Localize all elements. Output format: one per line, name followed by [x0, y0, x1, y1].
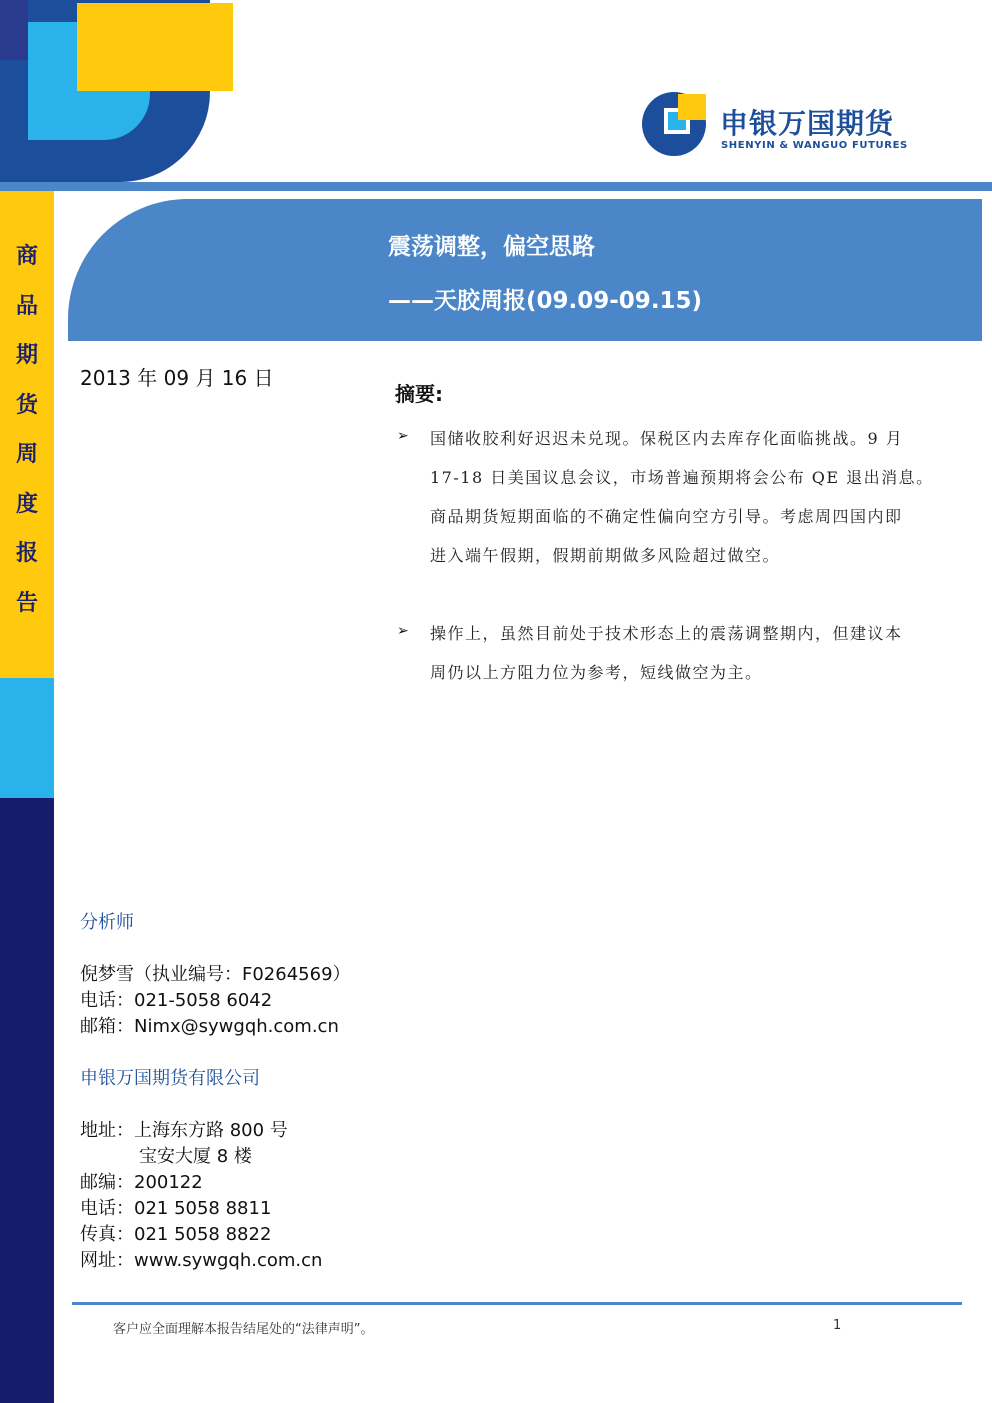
analyst-label: 分析师 [80, 912, 134, 933]
summary-line: 17-18 日美国议息会议，市场普遍预期将会公布 QE 退出消息。 [430, 468, 934, 487]
sidebar-navy-band [0, 798, 54, 1403]
logo-name-en: SHENYIN & WANGUO FUTURES [721, 140, 908, 151]
footer-rule [72, 1302, 962, 1305]
sidebar-yellow-band [0, 191, 54, 678]
sidebar-char: 告 [15, 591, 38, 616]
company-logo [640, 88, 920, 160]
summary-line: 操作上，虽然目前处于技术形态上的震荡调整期内，但建议本 [430, 624, 903, 643]
company-address: 地址：上海东方路 800 号 [80, 1120, 288, 1141]
logo-name-cn: 申银万国期货 [720, 107, 895, 140]
summary-line: 进入端午假期，假期前期做多风险超过做空。 [430, 546, 781, 565]
summary-heading: 摘要: [395, 382, 443, 406]
company-address-building: 宝安大厦 8 楼 [139, 1146, 252, 1167]
sidebar-char: 报 [15, 541, 38, 566]
company-website: 网址：www.sywgqh.com.cn [80, 1250, 323, 1271]
analyst-phone: 电话：021-5058 6042 [80, 990, 273, 1011]
company-fax: 传真：021 5058 8822 [80, 1224, 272, 1245]
sidebar-char: 度 [15, 492, 38, 517]
report-date: 2013 年 09 月 16 日 [80, 366, 274, 390]
header-decoration-yellow [77, 3, 233, 91]
sidebar-char: 货 [15, 393, 38, 418]
report-subtitle: ——天胶周报(09.09-09.15) [388, 288, 703, 314]
title-banner [68, 199, 982, 341]
company-phone: 电话：021 5058 8811 [80, 1198, 272, 1219]
sidebar-char: 期 [15, 343, 38, 368]
arrow-bullet-icon: ➢ [397, 428, 409, 444]
report-title: 震荡调整，偏空思路 [388, 234, 595, 260]
summary-line: 周仍以上方阻力位为参考，短线做空为主。 [430, 663, 763, 682]
summary-line: 国储收胶利好迟迟未兑现。保税区内去库存化面临挑战。9 月 [430, 429, 904, 448]
arrow-bullet-icon: ➢ [397, 623, 409, 639]
header-decoration-navy [0, 0, 28, 60]
footer-disclaimer: 客户应全面理解本报告结尾处的“法律声明”。 [113, 1322, 374, 1337]
page-number: 1 [833, 1318, 842, 1333]
logo-emblem-icon [640, 88, 712, 160]
sidebar-cyan-band [0, 678, 54, 798]
sidebar-char: 周 [15, 442, 38, 467]
header-rule [0, 182, 992, 191]
company-name: 申银万国期货有限公司 [80, 1068, 260, 1089]
summary-line: 商品期货短期面临的不确定性偏向空方引导。考虑周四国内即 [430, 507, 903, 526]
analyst-name: 倪梦雪（执业编号：F0264569） [80, 964, 351, 985]
analyst-email: 邮箱：Nimx@sywgqh.com.cn [80, 1016, 339, 1037]
sidebar-char: 商 [15, 244, 38, 269]
sidebar-char: 品 [15, 294, 38, 319]
company-postcode: 邮编：200122 [80, 1172, 203, 1193]
